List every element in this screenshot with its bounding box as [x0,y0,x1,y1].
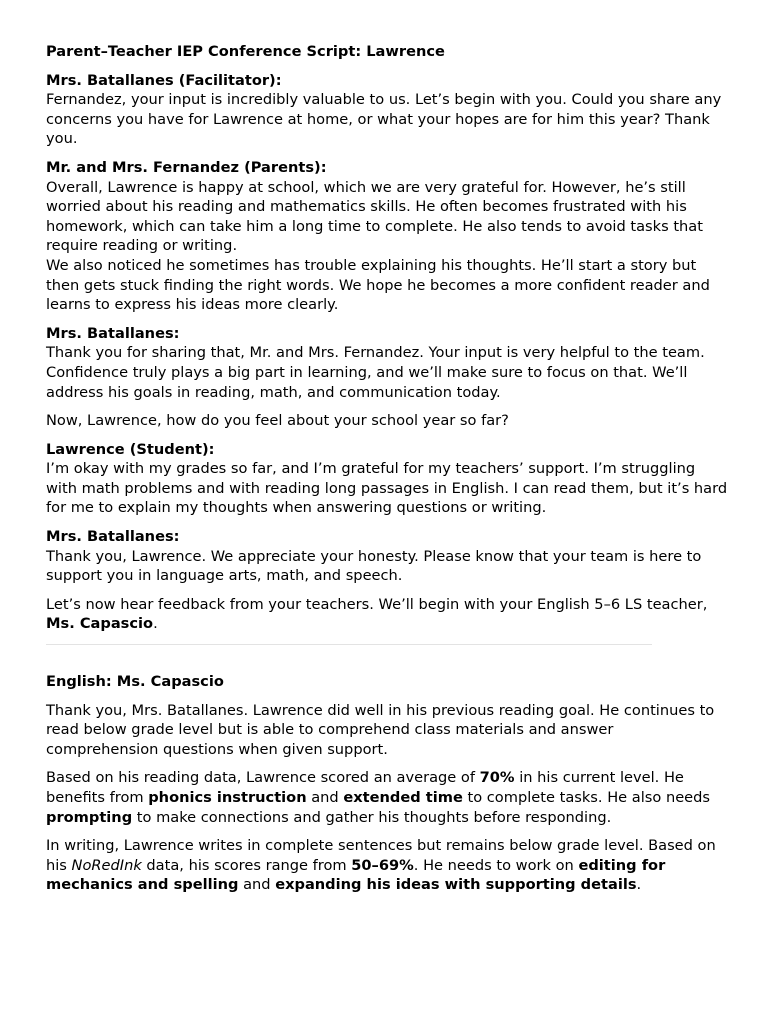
text-run: in his current level. He benefits from [46,769,684,806]
goal-editing: editing for mechanics and spelling [46,856,666,894]
speech-text: Fernandez, your input is incredibly valuable to us. Let’s begin with you. Could you share any concerns you have for Lawrence at home, or what your hopes are for him this year? Thank you. [46,91,722,148]
teacher-name: Ms. Capascio [46,615,154,633]
dialogue-block-batallanes-1 [46,324,728,431]
speaker-label: Mrs. Batallanes (Facilitator): [46,71,282,89]
section-divider [46,644,652,645]
program-name: NoRedInk [71,856,142,874]
speaker-label: Lawrence (Student): [46,440,215,458]
dialogue-block-facilitator [46,71,728,149]
score-average: 70% [479,769,515,787]
text-run: . He needs to work on [413,856,579,874]
text-run: . [636,876,642,894]
speech-text: Thank you for sharing that, Mr. and Mrs. Fernandez. Your input is very helpful to the team. Confidence truly plays a big part in learning, and we’ll make sure to focus on that. We’ll address his goals in reading, math, and communication today. [46,344,705,401]
score-range: 50–69% [351,856,414,874]
dialogue-block-parents [46,158,728,315]
text-run: to complete tasks. He also needs [462,789,711,806]
document-title: Parent–Teacher IEP Conference Script: Lawrence [46,43,445,60]
speaker-label: Mrs. Batallanes: [46,528,180,546]
english-paragraph-1: Thank you, Mrs. Batallanes. Lawrence did well in his previous reading goal. He continues to read below grade level but is able to comprehend class materials and answer comprehension questions when given support. [46,701,715,758]
support-phonics: phonics instruction [148,789,307,806]
section-heading-english: English: Ms. Capascio [46,673,224,691]
text-run: data, his scores range from [141,856,352,874]
text-run: to make connections and gather his thoughts before responding. [132,808,612,826]
speaker-label: Mr. and Mrs. Fernandez (Parents): [46,158,327,176]
speech-text-continued: We also noticed he sometimes has trouble explaining his thoughts. He’ll start a story but then gets stuck finding the right words. We hope he becomes a more confident reader and learns to express his ideas more clearly. [46,256,710,314]
followup-end: . [153,615,158,633]
speaker-label: Mrs. Batallanes: [46,324,180,342]
text-run: and [306,789,344,806]
text-run: Based on his reading data, Lawrence scored an average of [46,769,480,787]
text-run: In writing, Lawrence writes in complete sentences but remains below grade level. Based on his [46,837,716,874]
speech-text: Overall, Lawrence is happy at school, which we are very grateful for. However, he’s still worried about his reading and mathematics skills. He often becomes frustrated with his homework, which can take him a long time to complete. He also tends to avoid tasks that require reading or writing. [46,178,703,255]
english-paragraph-3 [46,836,728,895]
speech-followup [46,595,728,634]
goal-expanding-ideas: expanding his ideas with supporting details [275,876,637,894]
text-run: and [238,876,276,894]
dialogue-block-batallanes-2 [46,527,728,634]
support-extended-time: extended time [343,789,463,806]
followup-text: Let’s now hear feedback from your teachers. We’ll begin with your English 5–6 LS teacher, [46,595,708,613]
support-prompting: prompting [46,808,133,826]
speech-text: Thank you, Lawrence. We appreciate your honesty. Please know that your team is here to support you in language arts, math, and speech. [46,547,702,585]
speech-text: I’m okay with my grades so far, and I’m grateful for my teachers’ support. I’m struggling with math problems and with reading long passages in English. I can read them, but it’s hard for me to explain my thoughts when answering questions or writing. [46,460,728,517]
english-paragraph-2 [46,768,728,827]
dialogue-block-student [46,440,728,518]
speech-followup: Now, Lawrence, how do you feel about your school year so far? [46,412,509,430]
